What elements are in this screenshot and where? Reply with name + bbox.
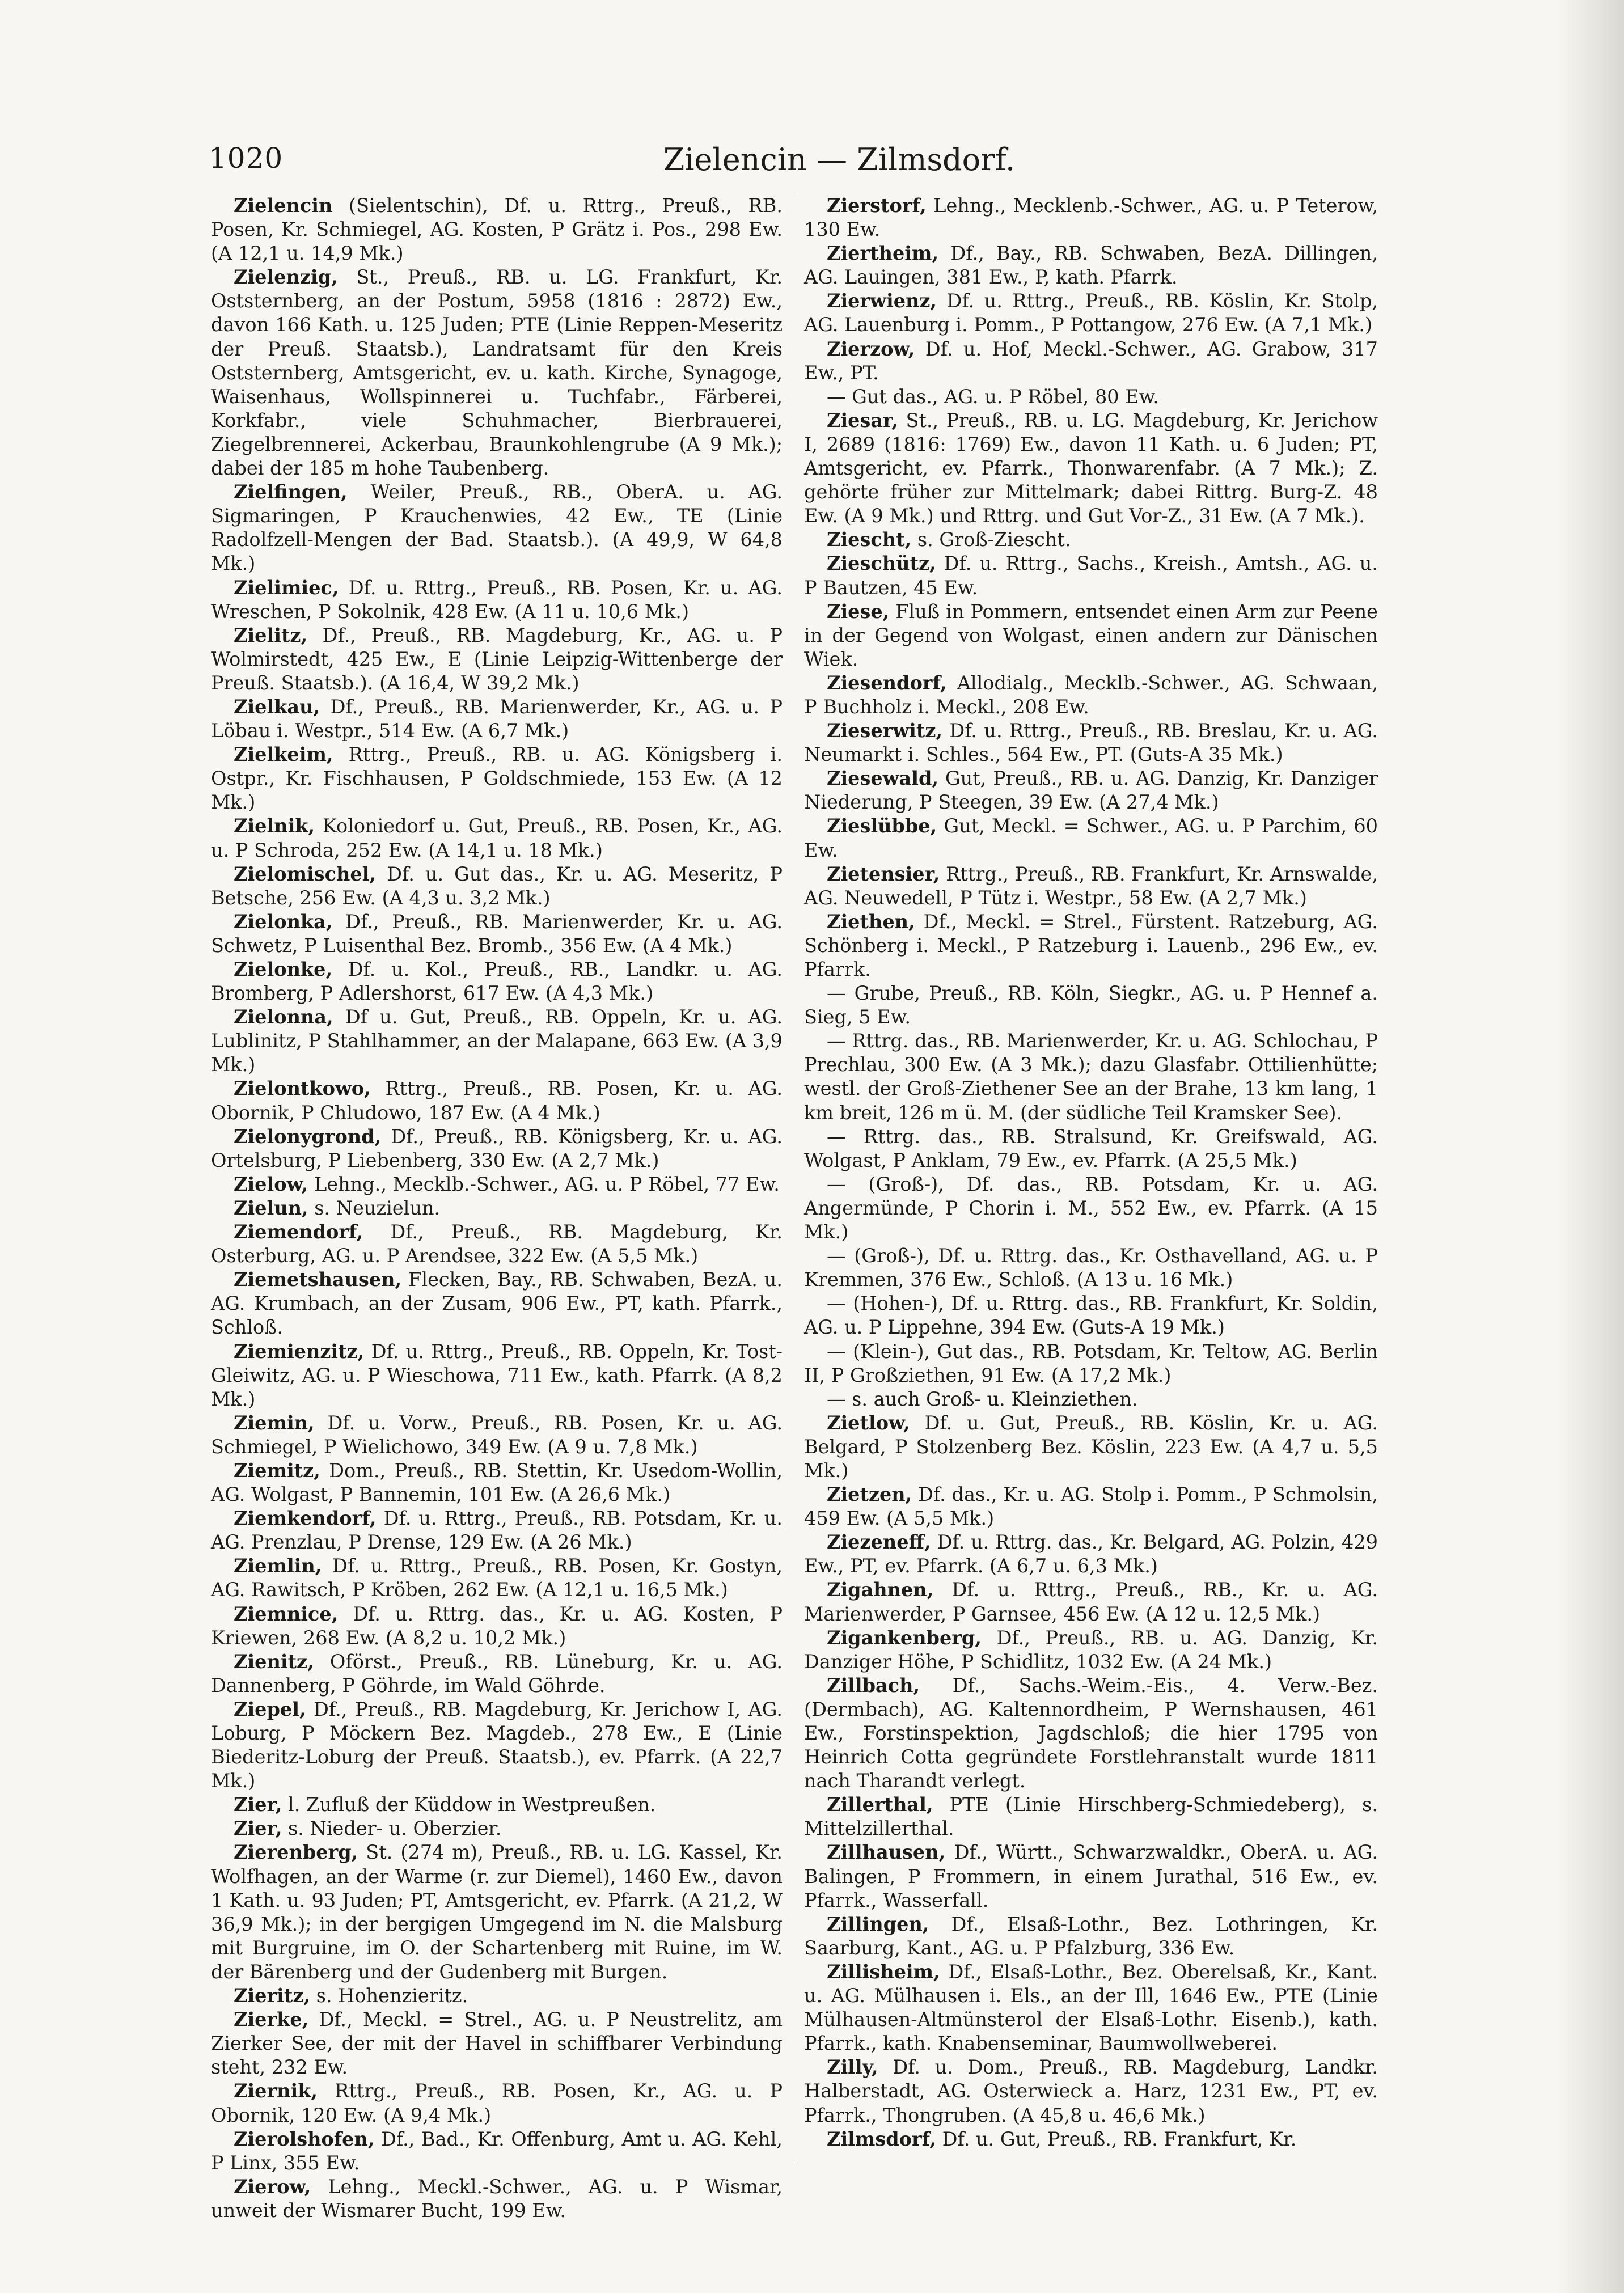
entry-text: s. Nieder- u. Oberzier. (288, 1817, 502, 1840)
entry-headword: Zier, (234, 1817, 282, 1840)
dictionary-entry (804, 337, 1378, 385)
entry-headword: Ziepel, (234, 1698, 306, 1720)
dictionary-entry (211, 1841, 783, 1984)
dictionary-entry (804, 2055, 1378, 2127)
entry-headword: Zillhausen, (827, 1841, 946, 1864)
entry-text: Rttrg., Preuß., RB. Frankfurt, Kr. Arnswalde, AG. Neuwedell, P Tütz i. Westpr., 58 Ew. (A 2,7 Mk.) (804, 862, 1378, 909)
entry-text: Lehng., Mecklenb.-Schwer., AG. u. P Teterow, 130 Ew. (804, 194, 1378, 241)
entry-headword: Zielfingen, (234, 481, 348, 504)
entry-text: Lehng., Meckl.-Schwer., AG. u. P Wismar, unweit der Wismarer Bucht, 199 Ew. (211, 2175, 783, 2222)
entry-headword: Zielimiec, (234, 576, 339, 599)
entry-headword: Zierke, (234, 2008, 309, 2031)
entry-text: Lehng., Mecklb.-Schwer., AG. u. P Röbel, 77 Ew. (314, 1173, 780, 1195)
entry-headword: Zieritz, (234, 1985, 311, 2007)
entry-text: — (Groß-), Df. u. Rttrg. das., Kr. Osthavelland, AG. u. P Kremmen, 376 Ew., Schloß. (A 13 u. 16 Mk.) (804, 1245, 1378, 1291)
dictionary-entry (804, 1674, 1378, 1793)
entry-text: Df., Preuß., RB. Magdeburg, Kr. Osterburg, AG. u. P Arendsee, 322 Ew. (A 5,5 Mk.) (211, 1221, 783, 1267)
entry-text: s. Neuzielun. (314, 1196, 441, 1219)
entry-headword: Ziernik, (234, 2080, 318, 2102)
entry-text: PTE (Linie Hirschberg-Schmiedeberg), s. Mittelzillerthal. (804, 1793, 1378, 1840)
entry-headword: Zielnik, (234, 815, 315, 837)
entry-text: Df. u. Gut das., Kr. u. AG. Meseritz, P Betsche, 256 Ew. (A 4,3 u. 3,2 Mk.) (211, 862, 783, 909)
entry-headword: Zielonna, (234, 1006, 333, 1029)
entry-text: Df., Preuß., RB. Marienwerder, Kr. u. AG. Schwetz, P Luisenthal Bez. Bromb., 356 Ew. (A 4 Mk.) (211, 910, 783, 957)
page-title: Zielencin — Zilmsdorf. (663, 142, 1016, 177)
dictionary-entry (804, 1340, 1378, 1387)
dictionary-entry (211, 1507, 783, 1554)
entry-text: St., Preuß., RB. u. LG. Magdeburg, Kr. Jerichow I, 2689 (1816: 1769) Ew., davon 11 Kath. u. 6 Juden; PT, Amtsgericht, ev. Pfarrk., Thonwarenfabr. (A 7 Mk.); Z. gehörte früher zur Mittelmark; dabei Rittrg. Burg-Z. 48 Ew. (A 9 Mk.) und Rttrg. und Gut Vor-Z., 31 Ew. (A 7 Mk.). (804, 409, 1378, 527)
entry-headword: Ziemlin, (234, 1555, 322, 1577)
dictionary-entry (804, 1913, 1378, 1960)
entry-text: — (Hohen-), Df. u. Rttrg. das., RB. Frankfurt, Kr. Soldin, AG. u. P Lippehne, 394 Ew. (Guts-A 19 Mk.) (804, 1292, 1378, 1339)
entry-headword: Ziemetshausen, (234, 1268, 402, 1291)
entry-headword: Zienitz, (234, 1650, 314, 1673)
entry-text: Flecken, Bay., RB. Schwaben, BezA. u. AG. Krumbach, an der Zusam, 906 Ew., PT, kath. Pfarrk., Schloß. (211, 1268, 783, 1339)
dictionary-entry (211, 624, 783, 695)
dictionary-entry (211, 814, 783, 862)
dictionary-entry (804, 600, 1378, 671)
entry-text: Koloniedorf u. Gut, Preuß., RB. Posen, Kr., AG. u. P Schroda, 252 Ew. (A 14,1 u. 18 Mk.) (211, 815, 783, 861)
entry-text: Df., Preuß., RB. Königsberg, Kr. u. AG. Ortelsburg, P Liebenberg, 330 Ew. (A 2,7 Mk.) (211, 1125, 783, 1171)
entry-headword: Ziesendorf, (827, 671, 947, 694)
entry-text: Weiler, Preuß., RB., OberA. u. AG. Sigmaringen, P Krauchenwies, 42 Ew., TE (Linie Radolfzell-Mengen der Bad. Staatsb.). (A 49,9, W 64,8 Mk.) (211, 481, 783, 575)
entry-text: s. Groß-Ziescht. (917, 528, 1071, 551)
entry-headword: Ziescht, (827, 528, 912, 551)
entry-headword: Ziesar, (827, 409, 898, 431)
entry-headword: Zillerthal, (827, 1793, 933, 1816)
dictionary-entry (804, 194, 1378, 242)
dictionary-entry (211, 2127, 783, 2175)
entry-headword: Zietzen, (827, 1483, 912, 1506)
dictionary-entry (804, 2127, 1378, 2151)
entry-text: Df u. Gut, Preuß., RB. Oppeln, Kr. u. AG. Lublinitz, P Stahlhammer, an der Malapane, 663 Ew. (A 3,9 Mk.) (211, 1006, 783, 1076)
entry-headword: Ziesewald, (827, 767, 939, 790)
entry-headword: Ziemkendorf, (234, 1507, 377, 1530)
dictionary-entry (804, 1483, 1378, 1530)
entry-headword: Zielonke, (234, 958, 333, 980)
entry-text: Df., Elsaß-Lothr., Bez. Oberelsaß, Kr., Kant. u. AG. Mülhausen i. Els., an der Ill, 1646 Ew., PTE (Linie Mülhausen-Altmünsterol der Elsaß-Lothr. Eisenb.), kath. Pfarrk., kath. Knabenseminar, Baumwollweberei. (804, 1960, 1378, 2055)
entry-text: Df. u. Rttrg., Preuß., RB. Köslin, Kr. Stolp, AG. Lauenburg i. Pomm., P Pottangow, 276 Ew. (A 7,1 Mk.) (804, 290, 1378, 336)
entry-text: Rttrg., Preuß., RB. u. AG. Königsberg i. Ostpr., Kr. Fischhausen, P Goldschmiede, 153 Ew. (A 12 Mk.) (211, 743, 783, 814)
dictionary-entry (211, 910, 783, 958)
entry-headword: Zillisheim, (827, 1960, 940, 1983)
entry-text: Df. u. Gut, Preuß., RB. Frankfurt, Kr. (942, 2127, 1297, 2150)
dictionary-entry (804, 910, 1378, 981)
entry-text: Df. u. Rttrg. das., Kr. u. AG. Kosten, P Kriewen, 268 Ew. (A 8,2 u. 10,2 Mk.) (211, 1602, 783, 1649)
entry-text: Df., Bay., RB. Schwaben, BezA. Dillingen, AG. Lauingen, 381 Ew., P, kath. Pfarrk. (804, 242, 1378, 289)
dictionary-entry (211, 1650, 783, 1698)
entry-headword: Ziemendorf, (234, 1221, 363, 1243)
entry-text: Df., Preuß., RB. u. AG. Danzig, Kr. Danziger Höhe, P Schidlitz, 1032 Ew. (A 24 Mk.) (804, 1626, 1378, 1673)
dictionary-entry (804, 289, 1378, 337)
entry-headword: Ziemienzitz, (234, 1340, 365, 1363)
entry-headword: Zieserwitz, (827, 720, 943, 742)
entry-text: — Rttrg. das., RB. Stralsund, Kr. Greifswald, AG. Wolgast, P Anklam, 79 Ew., ev. Pfarrk. (A 25,5 Mk.) (804, 1125, 1378, 1171)
dictionary-entry (211, 1602, 783, 1650)
entry-headword: Zigahnen, (827, 1579, 934, 1601)
entry-headword: Zillbach, (827, 1674, 920, 1697)
dictionary-entry (804, 1960, 1378, 2055)
entry-headword: Zielun, (234, 1196, 308, 1219)
dictionary-entry (804, 1626, 1378, 1674)
entry-headword: Zielonygrond, (234, 1125, 382, 1148)
entry-text: Df., Preuß., RB. Magdeburg, Kr., AG. u. P Wolmirstedt, 425 Ew., E (Linie Leipzig-Wittenberge der Preuß. Staatsb.). (A 16,4, W 39,2 Mk.) (211, 624, 783, 694)
dictionary-entry (211, 743, 783, 814)
entry-headword: Ziese, (827, 600, 890, 623)
dictionary-entry (804, 1292, 1378, 1339)
entry-headword: Zieschütz, (827, 552, 936, 575)
entry-headword: Zielkeim, (234, 743, 333, 766)
entry-text: Rttrg., Preuß., RB. Posen, Kr. u. AG. Obornik, P Chludowo, 187 Ew. (A 4 Mk.) (211, 1077, 783, 1124)
dictionary-entry (211, 958, 783, 1005)
entry-text: Df., Meckl. = Strel., Fürstent. Ratzeburg, AG. Schönberg i. Meckl., P Ratzeburg i. Lauenb., 296 Ew., ev. Pfarrk. (804, 910, 1378, 980)
entry-text: Allodialg., Mecklb.-Schwer., AG. Schwaan, P Buchholz i. Meckl., 208 Ew. (804, 671, 1378, 718)
entry-headword: Zillingen, (827, 1913, 929, 1935)
dictionary-entry (804, 242, 1378, 289)
entry-headword: Zierolshofen, (234, 2127, 375, 2150)
entry-headword: Zier, (234, 1793, 282, 1816)
entry-headword: Zielomischel, (234, 862, 377, 885)
dictionary-entry (804, 814, 1378, 862)
dictionary-entry (804, 528, 1378, 552)
dictionary-entry (211, 1125, 783, 1173)
entry-text: Df. u. Hof, Meckl.-Schwer., AG. Grabow, 317 Ew., PT. (804, 337, 1378, 384)
entry-headword: Zierstorf, (827, 194, 927, 217)
dictionary-entry (211, 2175, 783, 2223)
dictionary-entry (211, 480, 783, 576)
page-number: 1020 (209, 142, 284, 175)
entry-text: Df. u. Rttrg. das., Kr. Belgard, AG. Polzin, 429 Ew., PT, ev. Pfarrk. (A 6,7 u. 6,3 Mk.) (804, 1531, 1378, 1577)
dictionary-entry (804, 1125, 1378, 1173)
entry-text: Df. u. Rttrg., Preuß., RB. Posen, Kr. u. AG. Wreschen, P Sokolnik, 428 Ew. (A 11 u. 10,6 Mk.) (211, 576, 783, 623)
entry-text: Fluß in Pommern, entsendet einen Arm zur Peene in der Gegend von Wolgast, einen andern zur Dänischen Wiek. (804, 600, 1378, 670)
entry-text: Df. u. Rttrg., Preuß., RB. Potsdam, Kr. u. AG. Prenzlau, P Drense, 129 Ew. (A 26 Mk.) (211, 1507, 783, 1554)
page-edge-shadow (1556, 0, 1624, 2293)
dictionary-entry (211, 1173, 783, 1196)
dictionary-entry (804, 1029, 1378, 1124)
entry-text: Df. u. Kol., Preuß., RB., Landkr. u. AG. Bromberg, P Adlershorst, 617 Ew. (A 4,3 Mk.) (211, 958, 783, 1005)
dictionary-entry (804, 671, 1378, 719)
dictionary-entry (211, 1196, 783, 1220)
entry-text: Df. das., Kr. u. AG. Stolp i. Pomm., P Schmolsin, 459 Ew. (A 5,5 Mk.) (804, 1483, 1378, 1530)
dictionary-entry (211, 1340, 783, 1411)
dictionary-entry (211, 1698, 783, 1793)
entry-headword: Zilmsdorf, (827, 2127, 936, 2150)
entry-headword: Ziemnice, (234, 1602, 339, 1625)
dictionary-entry (211, 1268, 783, 1339)
dictionary-entry (211, 1459, 783, 1507)
entry-text: Df., Sachs.-Weim.-Eis., 4. Verw.-Bez. (Dermbach), AG. Kaltennordheim, P Wernshausen, 461 Ew., Forstinspektion, Jagdschloß; die hier 1795 von Heinrich Cotta gegründete Forstlehranstalt wurde 1811 nach Tharandt verlegt. (804, 1674, 1378, 1792)
entry-headword: Ziertheim, (827, 242, 939, 265)
dictionary-entry (804, 1244, 1378, 1292)
dictionary-entry (211, 576, 783, 624)
entry-text: Df., Preuß., RB. Marienwerder, Kr., AG. u. P Löbau i. Westpr., 514 Ew. (A 6,7 Mk.) (211, 695, 783, 742)
entry-text: Df., Preuß., RB. Magdeburg, Kr. Jerichow I, AG. Loburg, P Möckern Bez. Magdeb., 278 Ew., E (Linie Biederitz-Loburg der Preuß. Staatsb.), ev. Pfarrk. (A 22,7 Mk.) (211, 1698, 783, 1792)
dictionary-entry (804, 719, 1378, 767)
dictionary-entry (211, 265, 783, 480)
entry-headword: Zierenberg, (234, 1841, 358, 1864)
dictionary-entry (211, 1077, 783, 1124)
entry-text: Rttrg., Preuß., RB. Posen, Kr., AG. u. P Obornik, 120 Ew. (A 9,4 Mk.) (211, 2080, 783, 2126)
entry-text: Df. u. Gut, Preuß., RB. Köslin, Kr. u. AG. Belgard, P Stolzenberg Bez. Köslin, 223 Ew. (A 4,7 u. 5,5 Mk.) (804, 1411, 1378, 1482)
entry-text: — Gut das., AG. u. P Röbel, 80 Ew. (827, 385, 1160, 408)
entry-text: Dom., Preuß., RB. Stettin, Kr. Usedom-Wollin, AG. Wolgast, P Bannemin, 101 Ew. (A 26,6 Mk.) (211, 1459, 783, 1506)
dictionary-entry (804, 981, 1378, 1029)
entry-headword: Ziemin, (234, 1411, 315, 1434)
entry-text: l. Zufluß der Küddow in Westpreußen. (288, 1793, 656, 1816)
entry-text: Df., Meckl. = Strel., AG. u. P Neustrelitz, am Zierker See, der mit der Havel in schiffbarer Verbindung steht, 232 Ew. (211, 2008, 783, 2079)
dictionary-entry (211, 1005, 783, 1077)
dictionary-entry (211, 1817, 783, 1841)
dictionary-entry (211, 862, 783, 910)
dictionary-entry (804, 409, 1378, 528)
entry-text: Gut, Preuß., RB. u. AG. Danzig, Kr. Danziger Niederung, P Steegen, 39 Ew. (A 27,4 Mk.) (804, 767, 1378, 814)
dictionary-entry (804, 1173, 1378, 1244)
dictionary-entry (804, 862, 1378, 910)
entry-headword: Zieslübbe, (827, 815, 937, 837)
entry-text: (Sielentschin), Df. u. Rttrg., Preuß., RB. Posen, Kr. Schmiegel, AG. Kosten, P Grätz i. Pos., 298 Ew. (A 12,1 u. 14,9 Mk.) (211, 194, 783, 265)
entry-text: Df. u. Rttrg., Preuß., RB. Posen, Kr. Gostyn, AG. Rawitsch, P Kröben, 262 Ew. (A 12,1 u. 16,5 Mk.) (211, 1555, 783, 1601)
entry-text: Df., Elsaß-Lothr., Bez. Lothringen, Kr. Saarburg, Kant., AG. u. P Pfalzburg, 336 Ew. (804, 1913, 1378, 1959)
entry-headword: Zigankenberg, (827, 1626, 982, 1649)
entry-headword: Zielencin (234, 194, 333, 217)
entry-text: Df. u. Rttrg., Sachs., Kreish., Amtsh., AG. u. P Bautzen, 45 Ew. (804, 552, 1378, 599)
entry-headword: Zielkau, (234, 695, 320, 718)
dictionary-entry (804, 1793, 1378, 1841)
entry-text: — Rttrg. das., RB. Marienwerder, Kr. u. AG. Schlochau, P Prechlau, 300 Ew. (A 3 Mk.); dazu Glasfabr. Ottilienhütte; westl. der Groß-Ziethener See an der Brahe, 13 km lang, 1 km breit, 126 m ü. M. (der südliche Teil Kramsker See). (804, 1030, 1378, 1124)
entry-headword: Zierzow, (827, 337, 915, 360)
entry-text: — s. auch Groß- u. Kleinziethen. (827, 1387, 1138, 1410)
dictionary-entry (804, 1387, 1378, 1411)
dictionary-entry (804, 1841, 1378, 1912)
dictionary-entry (804, 385, 1378, 409)
dictionary-entry (211, 1220, 783, 1268)
entry-headword: Zielonka, (234, 910, 333, 933)
entry-text: Oförst., Preuß., RB. Lüneburg, Kr. u. AG. Dannenberg, P Göhrde, im Wald Göhrde. (211, 1650, 783, 1697)
dictionary-entry (804, 1411, 1378, 1483)
entry-text: Df. u. Vorw., Preuß., RB. Posen, Kr. u. AG. Schmiegel, P Wielichowo, 349 Ew. (A 9 u. 7,8 Mk.) (211, 1411, 783, 1458)
entry-headword: Ziethen, (827, 910, 915, 933)
dictionary-entry (211, 194, 783, 265)
entry-headword: Zietlow, (827, 1411, 910, 1434)
entry-text: St., Preuß., RB. u. LG. Frankfurt, Kr. Oststernberg, an der Postum, 5958 (1816 : 2872) Ew., davon 166 Kath. u. 125 Juden; PTE (Linie Reppen-Meseritz der Preuß. Staatsb.), Landratsamt für den Kreis Oststernberg, Amtsgericht, ev. u. kath. Kirche, Synagoge, Waisenhaus, Wollspinnerei u. Tuchfabr., Färberei, Korkfabr., viele Schuhmacher, Bierbrauerei, Ziegelbrennerei, Ackerbau, Braunkohlengrube (A 9 Mk.); dabei der 185 m hohe Taubenberg. (211, 266, 783, 480)
left-column (211, 194, 783, 2223)
entry-headword: Zierwienz, (827, 290, 937, 312)
dictionary-entry (804, 767, 1378, 814)
entry-text: Df. u. Rttrg., Preuß., RB. Breslau, Kr. u. AG. Neumarkt i. Schles., 564 Ew., PT. (Guts-A 35 Mk.) (804, 720, 1378, 766)
dictionary-entry (211, 1984, 783, 2008)
entry-text: Df. u. Dom., Preuß., RB. Magdeburg, Landkr. Halberstadt, AG. Osterwieck a. Harz, 1231 Ew., PT, ev. Pfarrk., Thongruben. (A 45,8 u. 46,6 Mk.) (804, 2056, 1378, 2126)
dictionary-entry (211, 1793, 783, 1817)
dictionary-entry (211, 1554, 783, 1602)
entry-headword: Zilly, (827, 2056, 878, 2079)
entry-text: Df. u. Rttrg., Preuß., RB., Kr. u. AG. Marienwerder, P Garnsee, 456 Ew. (A 12 u. 12,5 Mk.) (804, 1579, 1378, 1625)
entry-text: — (Groß-), Df. das., RB. Potsdam, Kr. u. AG. Angermünde, P Chorin i. M., 552 Ew., ev. Pfarrk. (A 15 Mk.) (804, 1173, 1378, 1243)
entry-headword: Zielenzig, (234, 266, 338, 289)
entry-headword: Zielontkowo, (234, 1077, 371, 1100)
dictionary-entry (211, 2008, 783, 2079)
entry-headword: Ziemitz, (234, 1459, 320, 1482)
entry-text: Df., Bad., Kr. Offenburg, Amt u. AG. Kehl, P Linx, 355 Ew. (211, 2127, 783, 2174)
entry-headword: Zierow, (234, 2175, 311, 2198)
entry-headword: Zielow, (234, 1173, 308, 1195)
entry-text: Df. u. Rttrg., Preuß., RB. Oppeln, Kr. Tost-Gleiwitz, AG. u. P Wieschowa, 711 Ew., kath. Pfarrk. (A 8,2 Mk.) (211, 1340, 783, 1410)
entry-headword: Zielitz, (234, 624, 308, 646)
entry-text: Gut, Meckl. = Schwer., AG. u. P Parchim, 60 Ew. (804, 815, 1378, 861)
entry-text: St. (274 m), Preuß., RB. u. LG. Kassel, Kr. Wolfhagen, an der Warme (r. zur Diemel), 1460 Ew., davon 1 Kath. u. 93 Juden; PT, Amtsgericht, ev. Pfarrk. (A 21,2, W 36,9 Mk.); in der bergigen Umgegend im N. die Malsburg mit Burgruine, im O. der Schartenberg mit Ruine, im W. der Bärenberg und der Gudenberg mit Burgen. (211, 1841, 783, 1983)
dictionary-entry (804, 552, 1378, 599)
dictionary-entry (804, 1578, 1378, 1626)
entry-headword: Zietensier, (827, 862, 940, 885)
dictionary-entry (211, 2079, 783, 2127)
dictionary-entry (804, 1530, 1378, 1578)
right-column (804, 194, 1378, 2151)
dictionary-entry (211, 695, 783, 743)
entry-headword: Ziezeneff, (827, 1531, 931, 1554)
dictionary-entry (211, 1411, 783, 1459)
entry-text: — Grube, Preuß., RB. Köln, Siegkr., AG. u. P Hennef a. Sieg, 5 Ew. (804, 982, 1378, 1029)
entry-text: — (Klein-), Gut das., RB. Potsdam, Kr. Teltow, AG. Berlin II, P Großziethen, 91 Ew. (A 17,2 Mk.) (804, 1340, 1378, 1386)
entry-text: Df., Württ., Schwarzwaldkr., OberA. u. AG. Balingen, P Frommern, in einem Jurathal, 516 Ew., ev. Pfarrk., Wasserfall. (804, 1841, 1378, 1911)
entry-text: s. Hohenzieritz. (316, 1985, 468, 2007)
